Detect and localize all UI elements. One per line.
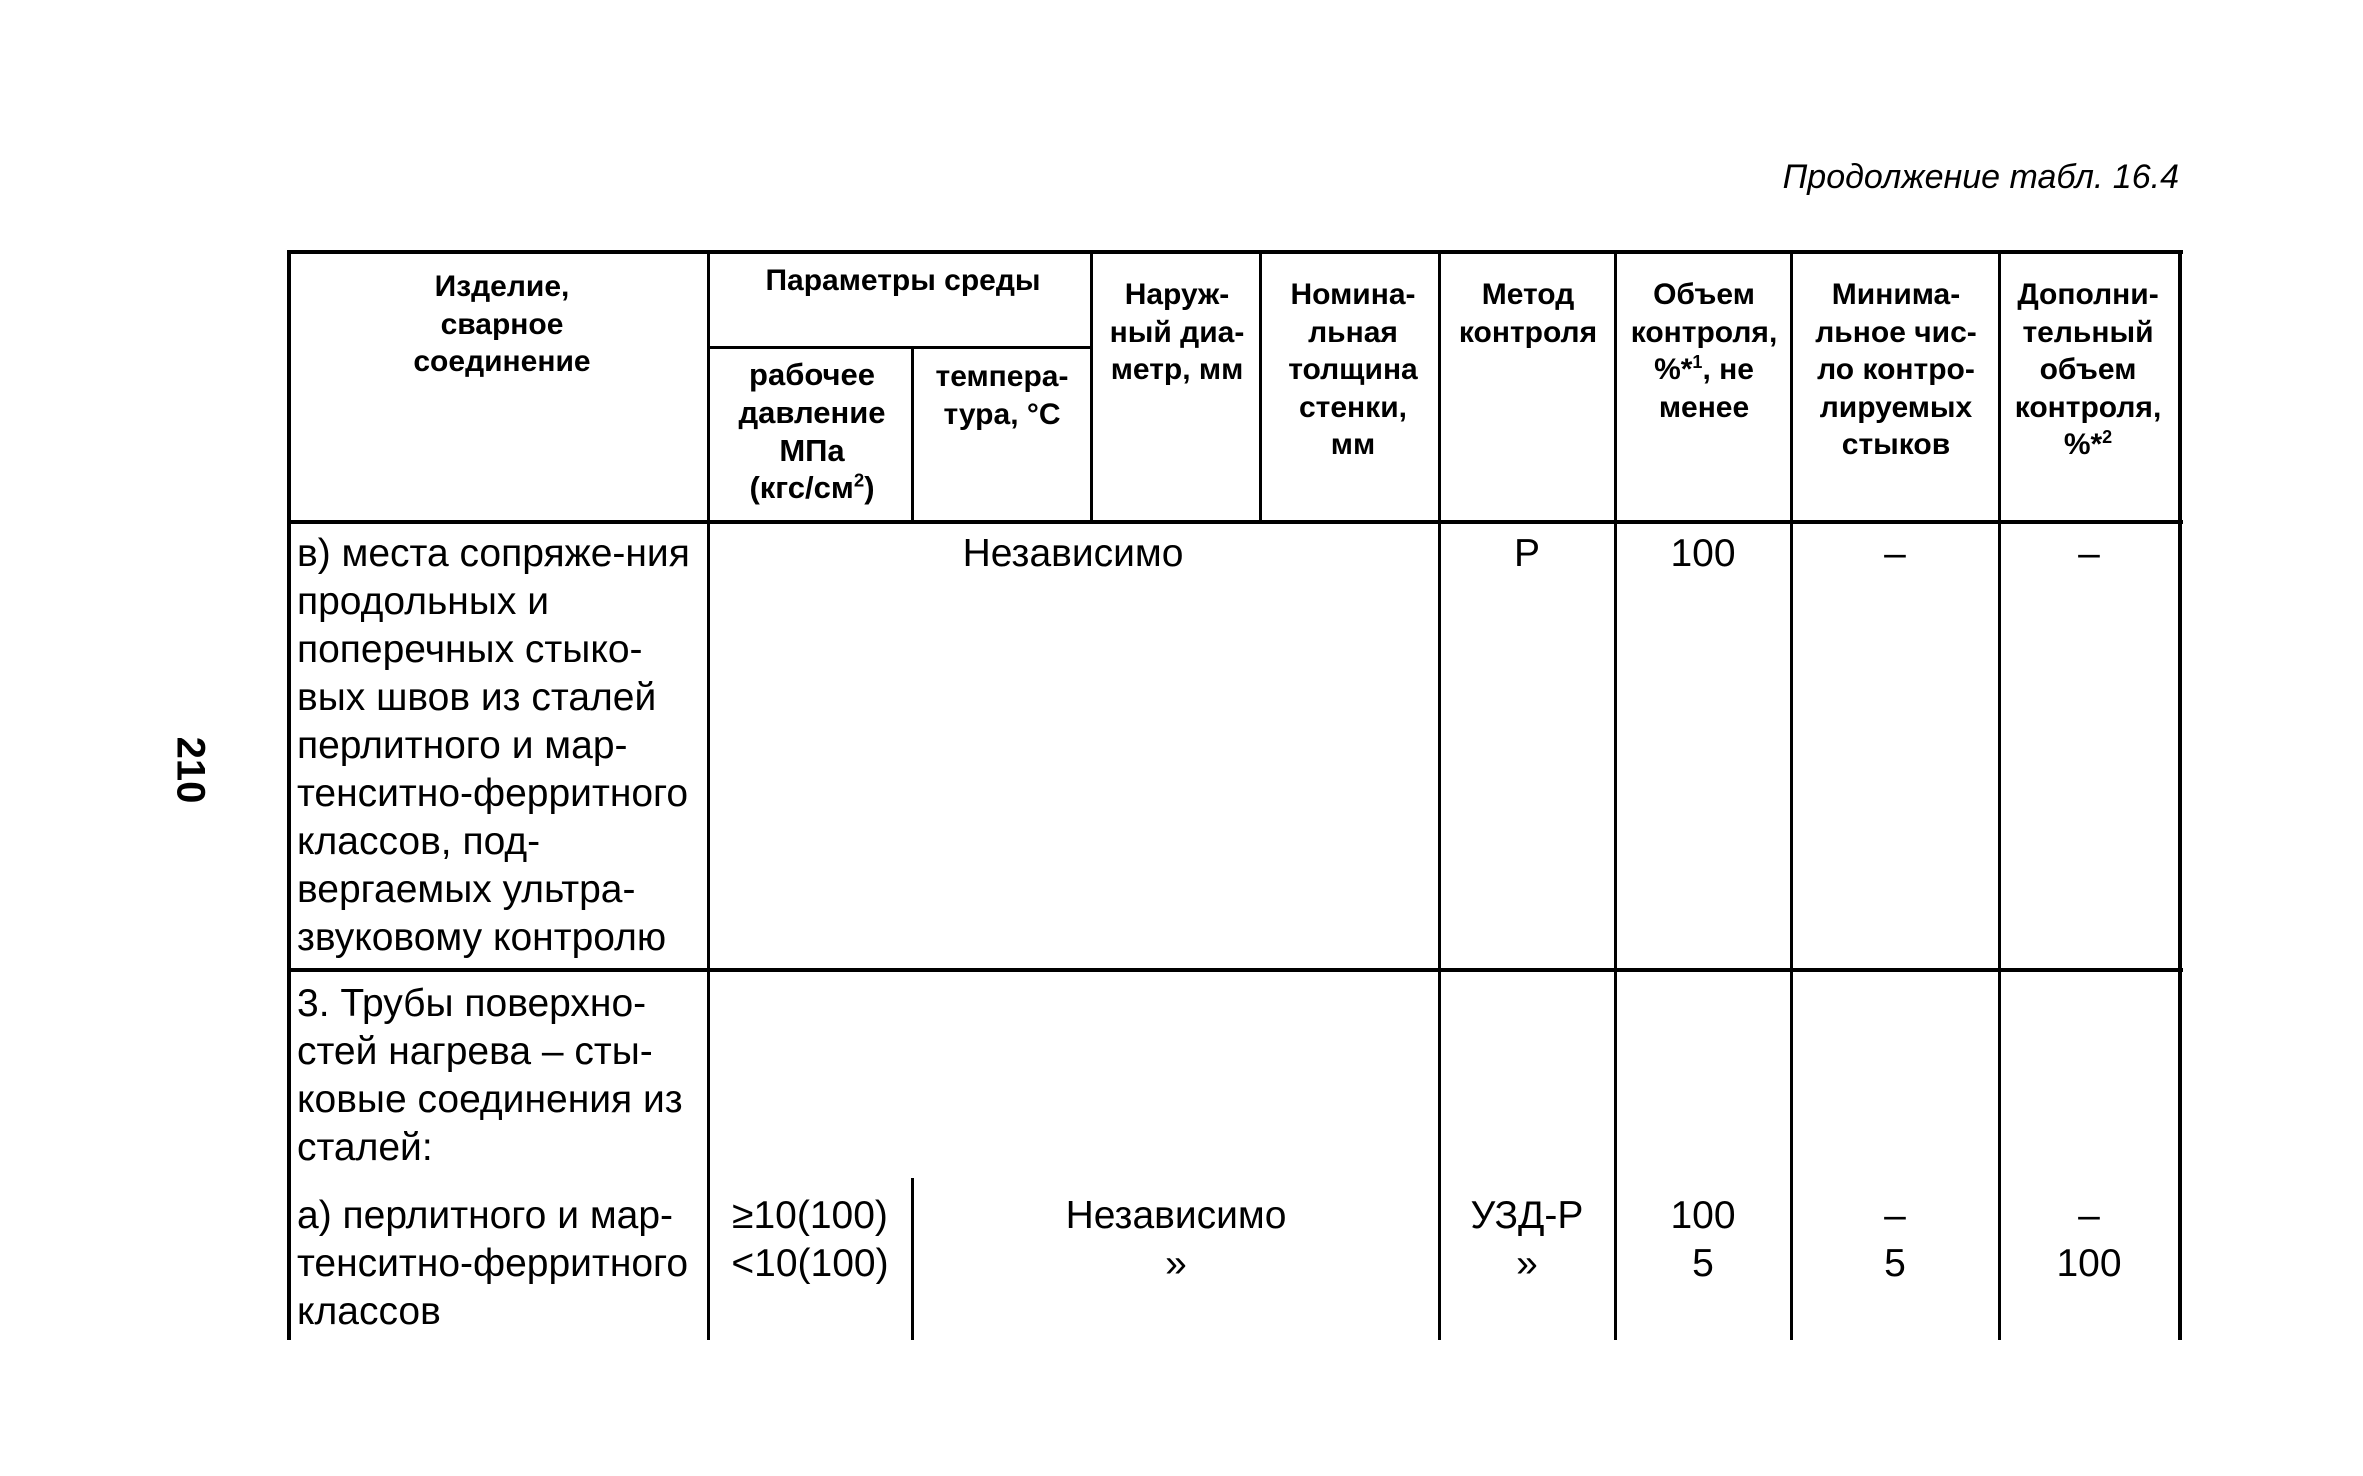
table-top-border [287,250,2183,254]
header-extra-volume: Дополни- тельный объем контроля, %*$^2$ [2014,278,2162,461]
col-rule-product [707,250,710,1340]
col-rule-diameter [1259,250,1262,522]
row2-volume-1: 100 [1670,1194,1736,1237]
row-divider [287,968,2183,972]
header-volume: Объем контроля, %*$^1$, не менее [1630,278,1778,424]
row1-extra-volume: – [2078,532,2100,575]
row2-extra-volume-2: 100 [2056,1242,2122,1285]
header-product: Изделие, сварное соединение [413,270,591,378]
row1-min-joints: – [1884,532,1906,575]
row1-product: в) места сопряже-ния продольных и поперечных стыко-вых швов из сталей перлитного и мар-тенситно-ферритного классов, под-вергаемых ультра-звуковому контролю [297,532,690,959]
table-right-border [2178,250,2182,1340]
header-pressure: рабочее давление МПа $(кгс/см^2)$ [738,357,886,506]
row2-method-1: УЗД-Р [1470,1194,1584,1237]
col-rule-thickness [1438,250,1441,1340]
row2-params-1: Независимо [1065,1194,1287,1237]
col-rule-volume [1790,250,1793,1340]
row2-volume-2: 5 [1692,1242,1714,1285]
row1-params: Независимо [962,532,1184,575]
col-rule-temperature [1090,250,1093,522]
header-method: Метод контроля [1458,278,1598,349]
table-caption: Продолжение табл. 16.4 [1782,158,2179,196]
header-wall-thickness: Номина-льная толщина стенки, мм [1288,278,1418,461]
row1-method: Р [1513,532,1540,575]
row2-heading: 3. Трубы поверхно-стей нагрева – сты-ковые соединения из сталей: [297,982,683,1169]
col-rule-min-joints [1998,250,2001,1340]
row2-extra-volume-1: – [2078,1194,2100,1237]
col-rule-pressure-header [911,346,914,522]
row2-pressure-2: <10(100) [731,1242,889,1285]
col-rule-method [1614,250,1617,1340]
row2-product: а) перлитного и мар-тенситно-ферритного классов [297,1194,689,1333]
header-bottom-rule [287,520,2183,524]
row2-min-joints-1: – [1884,1194,1906,1237]
row2-pressure-1: ≥10(100) [732,1194,888,1237]
row2-method-2: » [1516,1242,1538,1285]
params-subheader-rule [707,346,1093,349]
header-params: Параметры среды [765,264,1041,297]
inspection-table [287,250,2183,1340]
row2-params-2: » [1165,1242,1187,1285]
header-min-joints: Минима-льное чис-ло контро-лируемых стыков [1815,278,1977,461]
row2-min-joints-2: 5 [1884,1242,1906,1285]
header-outer-diameter: Наруж-ный диа-метр, мм [1109,278,1245,386]
page-number: 210 [168,736,213,804]
table-left-border [287,250,291,1340]
header-temperature: темпера-тура, °С [935,360,1069,431]
col-rule-pressure-body [911,1178,914,1340]
row1-volume: 100 [1670,532,1736,575]
